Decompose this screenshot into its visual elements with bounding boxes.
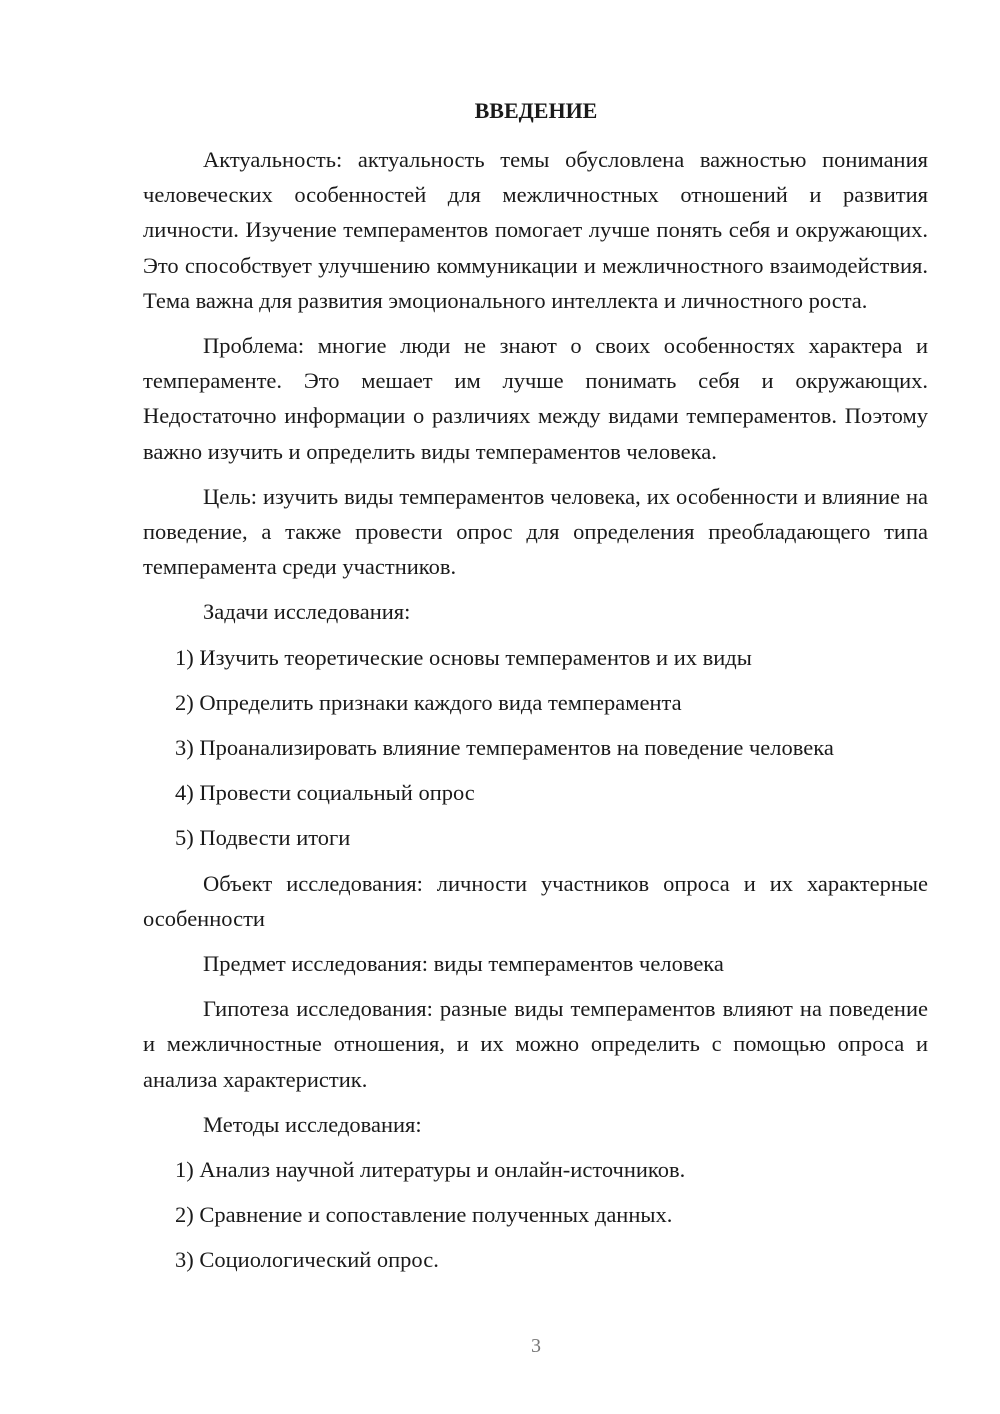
hypothesis-paragraph: Гипотеза исследования: разные виды темпераментов влияют на поведение и межличностные отношения, и их можно определить с помощью опроса и анализа характеристик. [143, 996, 928, 1092]
tasks-list [143, 640, 928, 856]
goal-paragraph: Цель: изучить виды темпераментов человека, их особенности и влияние на поведение, а также провести опрос для определения преобладающего типа темперамента среди участников. [143, 483, 928, 580]
object-paragraph: Объект исследования: личности участников опроса и их характерные особенности [143, 870, 928, 931]
tasks-heading: Задачи исследования: [203, 599, 411, 625]
list-item: 2) Сравнение и сопоставление полученных данных. [175, 1202, 673, 1228]
page-number: 3 [531, 1335, 541, 1357]
methods-list [143, 1152, 928, 1278]
list-item: 2) Определить признаки каждого вида темперамента [175, 689, 682, 715]
subject-paragraph: Предмет исследования: виды темпераментов человека [203, 951, 724, 977]
list-item: 1) Анализ научной литературы и онлайн-источников. [175, 1157, 686, 1183]
document-body [143, 142, 928, 1288]
methods-heading: Методы исследования: [203, 1111, 422, 1137]
relevance-paragraph: Актуальность: актуальность темы обусловлена важностью понимания человеческих особенностей для межличностных отношений и развития личности. Изучение темпераментов помогает лучше понять себя и окружающих. Это способствует улучшению коммуникации и межличностного взаимодействия. Тема важна для развития эмоционального интеллекта и личностного роста. [143, 147, 928, 313]
section-title: ВВЕДЕНИЕ [474, 98, 598, 123]
problem-paragraph: Проблема: многие люди не знают о своих особенностях характера и темпераменте. Это мешает им лучше понимать себя и окружающих. Недостаточно информации о различиях между видами темпераментов. Поэтому важно изучить и определить виды темпераментов человека. [143, 333, 928, 464]
list-item: 3) Социологический опрос. [175, 1247, 439, 1273]
list-item: 5) Подвести итоги [175, 825, 351, 851]
list-item: 4) Провести социальный опрос [175, 780, 475, 806]
list-item: 1) Изучить теоретические основы темпераментов и их виды [175, 644, 752, 670]
list-item: 3) Проанализировать влияние темпераментов на поведение человека [175, 735, 834, 761]
